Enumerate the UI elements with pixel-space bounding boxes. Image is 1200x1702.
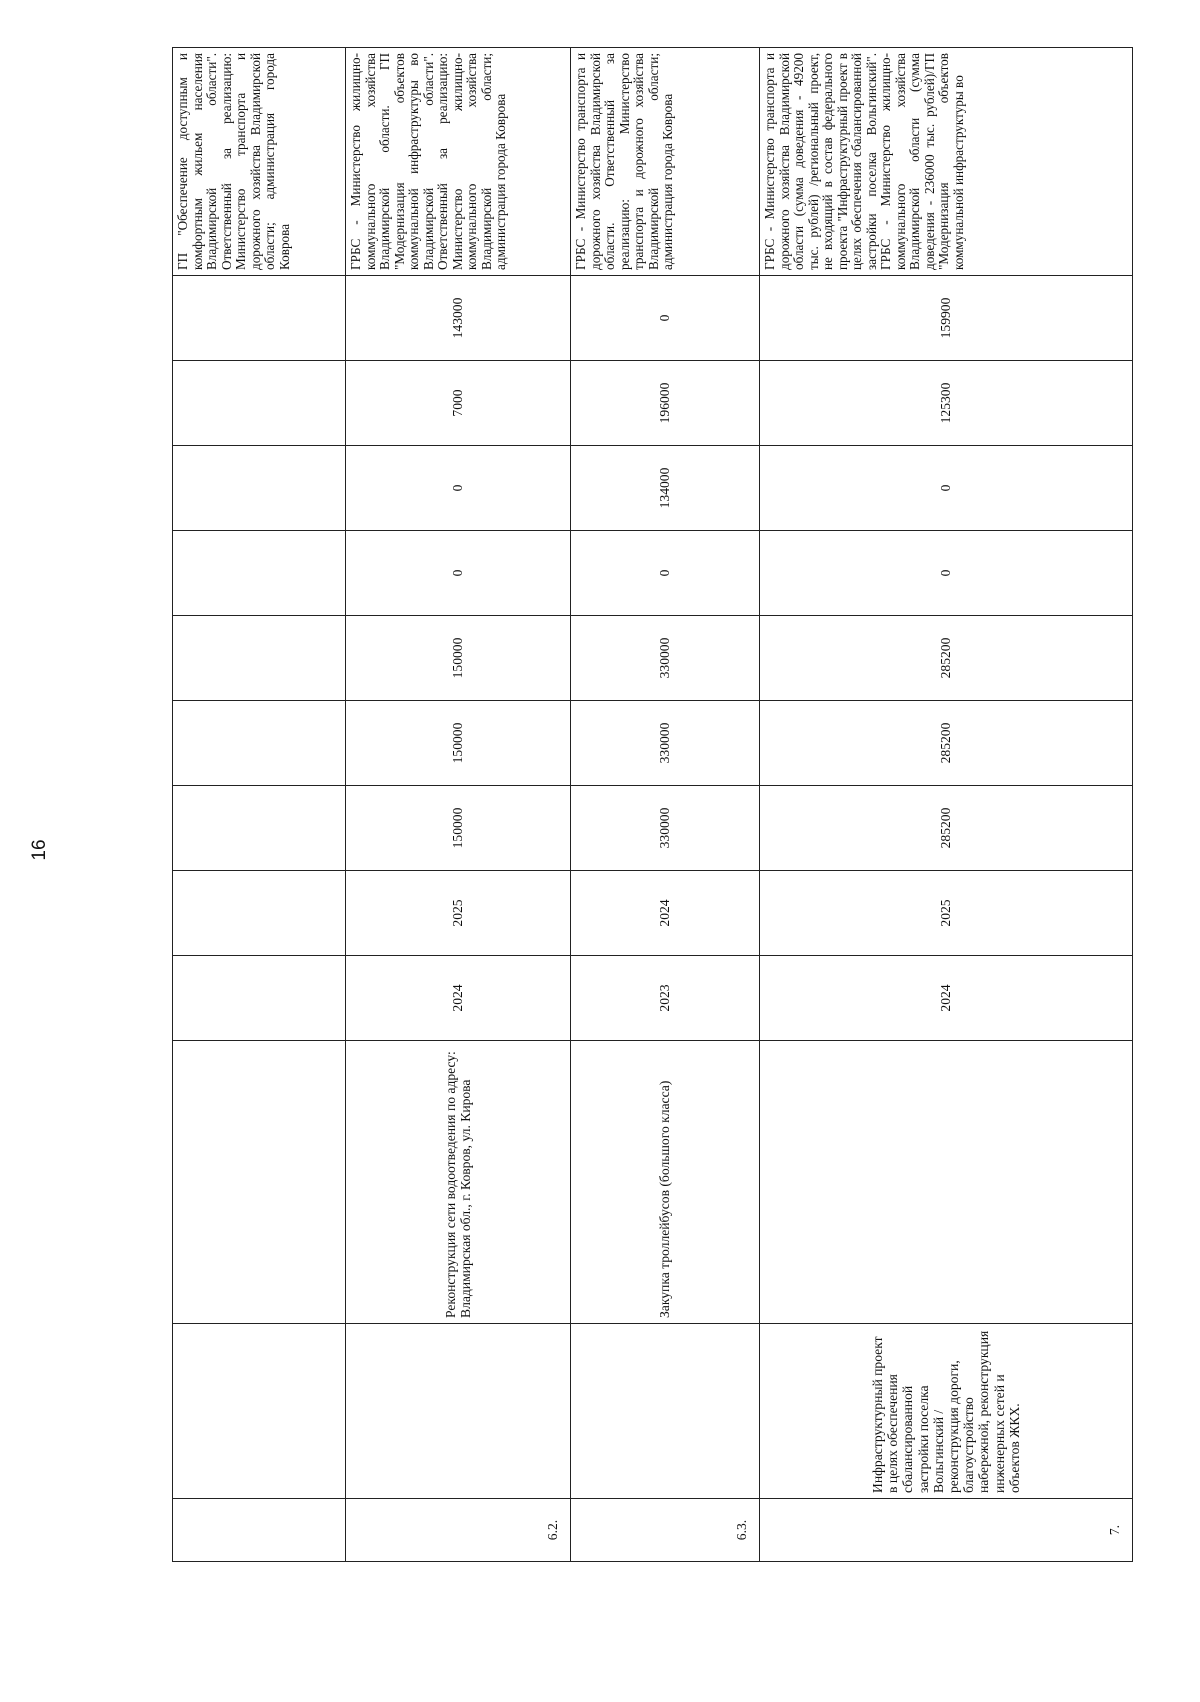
responsibility-note: ГРБС - Министерство транспорта и дорожного хозяйства Владимирской области (сумма доведения - 49200 тыс. рублей) /региональный проект, не входящий в состав федерального проекта "Инфраструктурный проект в целях обеспечения сбалансированной застройки поселка Вольгинский". ГРБС - Министерство жилищно-коммунального хозяйства Владимирской области (сумма доведения - 236000 тыс. рублей)/ГП "Модернизация объектов коммунальной инфраструктуры во	[760, 48, 1133, 276]
project-name	[571, 1324, 760, 1499]
value-cell: 7000	[346, 361, 571, 446]
value-cell	[173, 786, 346, 871]
value-cell: 285200	[760, 786, 1133, 871]
project-name: Инфраструктурный проект в целях обеспечения сбалансированной застройки поселка Вольгинский / реконструкция дороги, благоустройство набережной, реконструкция инженерных сетей и объектов ЖКХ.	[760, 1324, 1133, 1499]
value-cell: 0	[571, 276, 760, 361]
object-name	[173, 1041, 346, 1324]
value-cell: 0	[760, 531, 1133, 616]
row-index: 6.3.	[571, 1499, 760, 1562]
object-name: Реконструкция сети водоотведения по адресу: Владимирская обл., г. Ковров, ул. Кирова	[346, 1041, 571, 1324]
table-row	[173, 48, 346, 1562]
value-cell: 285200	[760, 616, 1133, 701]
value-cell: 330000	[571, 786, 760, 871]
value-cell: 150000	[346, 786, 571, 871]
end-year: 2024	[571, 871, 760, 956]
start-year: 2024	[760, 956, 1133, 1041]
page-number: 16	[29, 839, 50, 861]
value-cell: 159900	[760, 276, 1133, 361]
responsibility-note: ГРБС - Министерство транспорта и дорожного хозяйства Владимирской области. Ответственный за реализацию: Министерство транспорта и дорожного хозяйства Владимирской области; администрация города Коврова	[571, 48, 760, 276]
table-row	[346, 48, 571, 1562]
start-year: 2023	[571, 956, 760, 1041]
start-year	[173, 956, 346, 1041]
table-row	[760, 48, 1133, 1562]
value-cell: 196000	[571, 361, 760, 446]
start-year: 2024	[346, 956, 571, 1041]
row-index: 7.	[760, 1499, 1133, 1562]
end-year: 2025	[760, 871, 1133, 956]
project-name	[346, 1324, 571, 1499]
value-cell	[173, 446, 346, 531]
value-cell: 0	[571, 531, 760, 616]
row-index	[173, 1499, 346, 1562]
value-cell: 125300	[760, 361, 1133, 446]
value-cell	[173, 531, 346, 616]
value-cell	[173, 701, 346, 786]
row-index: 6.2.	[346, 1499, 571, 1562]
value-cell: 0	[760, 446, 1133, 531]
value-cell: 150000	[346, 616, 571, 701]
value-cell: 330000	[571, 616, 760, 701]
object-name	[760, 1041, 1133, 1324]
program-table	[172, 47, 1133, 1562]
value-cell: 330000	[571, 701, 760, 786]
value-cell: 0	[346, 446, 571, 531]
value-cell: 150000	[346, 701, 571, 786]
table-row	[571, 48, 760, 1562]
value-cell: 0	[346, 531, 571, 616]
value-cell	[173, 616, 346, 701]
value-cell	[173, 276, 346, 361]
value-cell: 134000	[571, 446, 760, 531]
project-name	[173, 1324, 346, 1499]
responsibility-note: ГРБС - Министерство жилищно-коммунального хозяйства Владимирской области. ГП "Модернизация объектов коммунальной инфраструктуры во Владимирской области". Ответственный за реализацию: Министерство жилищно-коммунального хозяйства Владимирской области; администрация города Коврова	[346, 48, 571, 276]
end-year	[173, 871, 346, 956]
responsibility-note: ГП "Обеспечение доступным и комфортным жильем населения Владимирской области". Ответственный за реализацию: Министерство транспорта и дорожного хозяйства Владимирской области; администрация города Коврова	[173, 48, 346, 276]
value-cell	[173, 361, 346, 446]
end-year: 2025	[346, 871, 571, 956]
object-name: Закупка троллейбусов (большого класса)	[571, 1041, 760, 1324]
value-cell: 285200	[760, 701, 1133, 786]
value-cell: 143000	[346, 276, 571, 361]
